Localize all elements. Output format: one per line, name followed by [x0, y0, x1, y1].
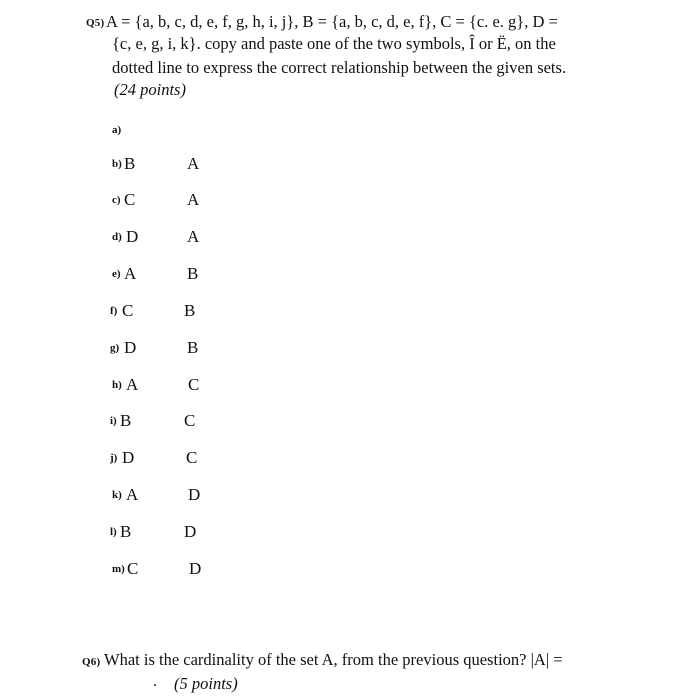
- item-right-set: A: [187, 154, 200, 173]
- item-right-set: C: [184, 411, 196, 430]
- item-row-e: [0, 264, 683, 286]
- question-5-line-1: A = {a, b, c, d, e, f, g, h, i, j}, B = {a, b, c, d, e, f}, C = {c. e. g}, D =: [106, 12, 558, 31]
- question-6-number: Q6): [82, 656, 101, 668]
- item-label: i): [110, 415, 117, 427]
- question-5-line-2: {c, e, g, i, k}. copy and paste one of the two symbols, Î or Ë, on the: [112, 34, 556, 53]
- item-row-l: [0, 522, 683, 544]
- item-row-g: [0, 338, 683, 360]
- item-row-h: [0, 375, 683, 397]
- item-right-set: A: [187, 190, 200, 209]
- item-row-f: [0, 301, 683, 323]
- item-label: j): [110, 452, 118, 464]
- item-label: a): [112, 124, 122, 136]
- item-left-set: C: [127, 559, 139, 578]
- item-left-set: D: [124, 338, 137, 357]
- item-row-j: [0, 448, 683, 470]
- item-right-set: D: [189, 559, 202, 578]
- item-right-set: B: [184, 301, 196, 320]
- item-row-a: [0, 120, 683, 142]
- item-label: b): [112, 158, 122, 170]
- item-row-i: [0, 411, 683, 433]
- question-5-number: Q5): [86, 17, 105, 29]
- item-label: c): [112, 194, 121, 206]
- item-right-set: A: [187, 227, 200, 246]
- item-right-set: C: [188, 375, 200, 394]
- item-label: g): [110, 342, 120, 354]
- item-row-m: [0, 559, 683, 581]
- item-label: f): [110, 305, 118, 317]
- item-left-set: C: [124, 190, 136, 209]
- item-right-set: D: [184, 522, 197, 541]
- item-right-set: B: [187, 338, 199, 357]
- item-label: m): [112, 563, 125, 575]
- item-left-set: A: [126, 375, 139, 394]
- item-left-set: A: [124, 264, 137, 283]
- item-row-b: [0, 154, 683, 176]
- item-left-set: C: [122, 301, 134, 320]
- question-5-points: (24 points): [114, 80, 186, 99]
- item-left-set: B: [120, 522, 132, 541]
- item-left-set: D: [122, 448, 135, 467]
- item-label: h): [112, 379, 122, 391]
- item-left-set: B: [120, 411, 132, 430]
- item-right-set: C: [186, 448, 198, 467]
- item-row-k: [0, 485, 683, 507]
- item-left-set: A: [126, 485, 139, 504]
- item-left-set: D: [126, 227, 139, 246]
- item-row-c: [0, 190, 683, 212]
- item-row-d: [0, 227, 683, 249]
- item-label: e): [112, 268, 121, 280]
- item-right-set: B: [187, 264, 199, 283]
- item-label: l): [110, 526, 117, 538]
- question-5-line-3: dotted line to express the correct relationship between the given sets.: [112, 58, 567, 77]
- item-left-set: B: [124, 154, 136, 173]
- question-6-line: What is the cardinality of the set A, from the previous question? |A| =: [104, 650, 563, 669]
- item-right-set: D: [188, 485, 201, 504]
- answer-dot: .: [153, 673, 157, 690]
- item-label: k): [112, 489, 122, 501]
- question-6-points: (5 points): [174, 674, 238, 693]
- item-label: d): [112, 231, 122, 243]
